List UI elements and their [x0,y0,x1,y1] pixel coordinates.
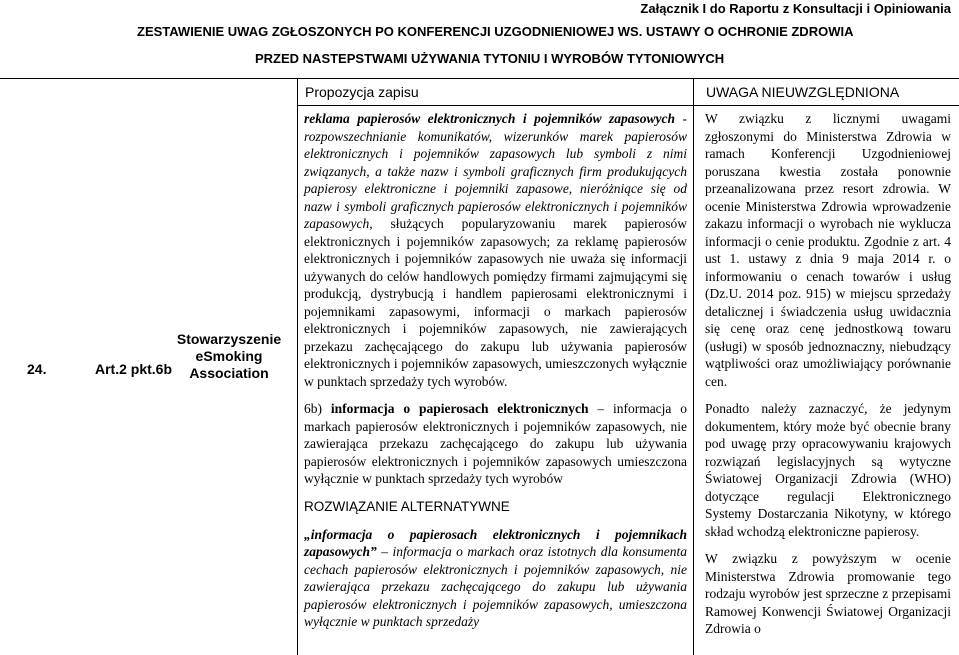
proposal-header-divider [297,105,693,106]
definition-italic: – informacja o markach oraz istotnych dla konsumenta cechach papierosów elektronicznych i pojemników zapasowych, nie zawierająca przekazu zachęcającego do zakupu lub używania papierosów elektronicznych i pojemników zapasowych, umieszczona wyłącznie w punktach sprzedaży [304,544,687,629]
justification-paragraph: W związku z powyższym w ocenie Ministerstwa Zdrowia promowanie tego rodzaju wyrobów jest sprzeczne z przepisami Ramowej Konwencji Światowej Organizacji Zdrowia o [705,551,951,636]
org-line: Stowarzyszenie [176,331,282,347]
proposal-column-header: Propozycja zapisu [305,84,419,100]
definition-text: służących popularyzowaniu marek papierosów elektronicznych i pojemników zapasowych; za reklamę papierosów elektronicznych i pojemników zapasowych nie uważa się informacji używanych do celów handlowych pomiędzy firmami zajmującymi się produkcją, dystrybucją i handlem papierosami elektronicznymi i pojemnikami zapasowymi, informacji o markach papierosów elektronicznych i pojemników zapasowych, nie zawierających przekazu zachęcającego do zakupu lub używania papierosów elektronicznych i pojemników zapasowych, umieszczonych wyłącznie w punktach sprzedaży tych wyrobów. [304,216,687,389]
org-line: eSmoking [195,348,263,364]
proposal-paragraph [304,400,687,488]
point-number: 6b) [304,401,331,416]
defined-term: informacja o papierosach elektronicznych [330,401,589,416]
article-reference: Art.2 pkt.6b [95,361,173,377]
justification-paragraph: Ponadto należy zaznaczyć, że jedynym dokumentem, który może być obecnie brany pod uwagę przy opracowywaniu krajowych rozwiązań legislacyjnych są wytyczne Światowej Organizacji Zdrowia (WHO) dotyczące regulacji Elektronicznego Systemy Dostarczania Nikotyny, w którego skład wchodzą elektroniczne papierosy. [705,401,951,539]
proposal-paragraph [304,526,687,631]
comments-table [0,78,959,655]
annex-label: Załącznik I do Raportu z Konsultacji i Opiniowania [640,1,951,16]
column-divider [297,78,298,655]
submitting-organization [165,331,293,382]
definition-italic: - rozpowszechnianie komunikatów, wizerunków marek papierosów elektronicznych i pojemników zapasowych lub symboli z nimi związanych, a także nazw i symboli graficznych firm produkujących papierosy elektroniczne i pojemniki zapasowe, nieróżniące się od nazw i symboli graficznych papierosów elektronicznych i pojemników zapasowych, [304,111,687,231]
rejected-column-header: UWAGA NIEUWZGLĘDNIONA [706,84,900,100]
proposal-paragraph [304,110,687,390]
justification-paragraph: W związku z licznymi uwagami zgłoszonymi do Ministerstwa Zdrowia w ramach Konferencji Uzgodnieniowej poruszana kwestia została ponownie przeanalizowana przez resort zdrowia. W ocenie Ministerstwa Zdrowia wprowadzenie zakazu informacji o wyrobach nie wyklucza informacji o cenie produktu. Zgodnie z art. 4 ust 1. ustawy z dnia 9 maja 2014 r. o informowaniu o cenach towarów i usług (Dz.U. 2014 poz. 915) w miejscu sprzedaży detalicznej i świadczenia usług uwidacznia się cenę oraz cenę jednostkową towaru (usługi) w sposób jednoznaczny, niebudzący wątpliwości oraz umożliwiający porównanie cen. [705,111,951,389]
alternative-heading: ROZWIĄZANIE ALTERNATYWNE [304,498,510,514]
document-subtitle: PRZED NASTEPSTWAMI UŻYWANIA TYTONIU I WYROBÓW TYTONIOWYCH [255,51,725,66]
org-line: Association [189,365,269,381]
defined-term: „informacja o papierosach elektronicznych i pojemnikach zapasowych” [304,526,687,559]
column-divider [693,78,694,655]
proposal-text [304,110,687,631]
row-number: 24. [27,361,47,377]
document-title: ZESTAWIENIE UWAG ZGŁOSZONYCH PO KONFERENCJI UZGODNIENIOWEJ WS. USTAWY O OCHRONIE ZDROWIA [137,24,854,39]
rejection-justification [705,110,951,638]
definition-text: – informacja o markach papierosów elektronicznych i pojemników zapasowych, nie zawierająca przekazu zachęcającego do zakupu lub używania papierosów elektronicznych i pojemników zapasowych umieszczona wyłącznie w punktach sprzedaży tych wyrobów [304,401,687,486]
defined-term: reklama papierosów elektronicznych i pojemników zapasowych [304,111,676,126]
table-top-border [0,78,959,79]
rejected-header-divider [693,105,959,106]
